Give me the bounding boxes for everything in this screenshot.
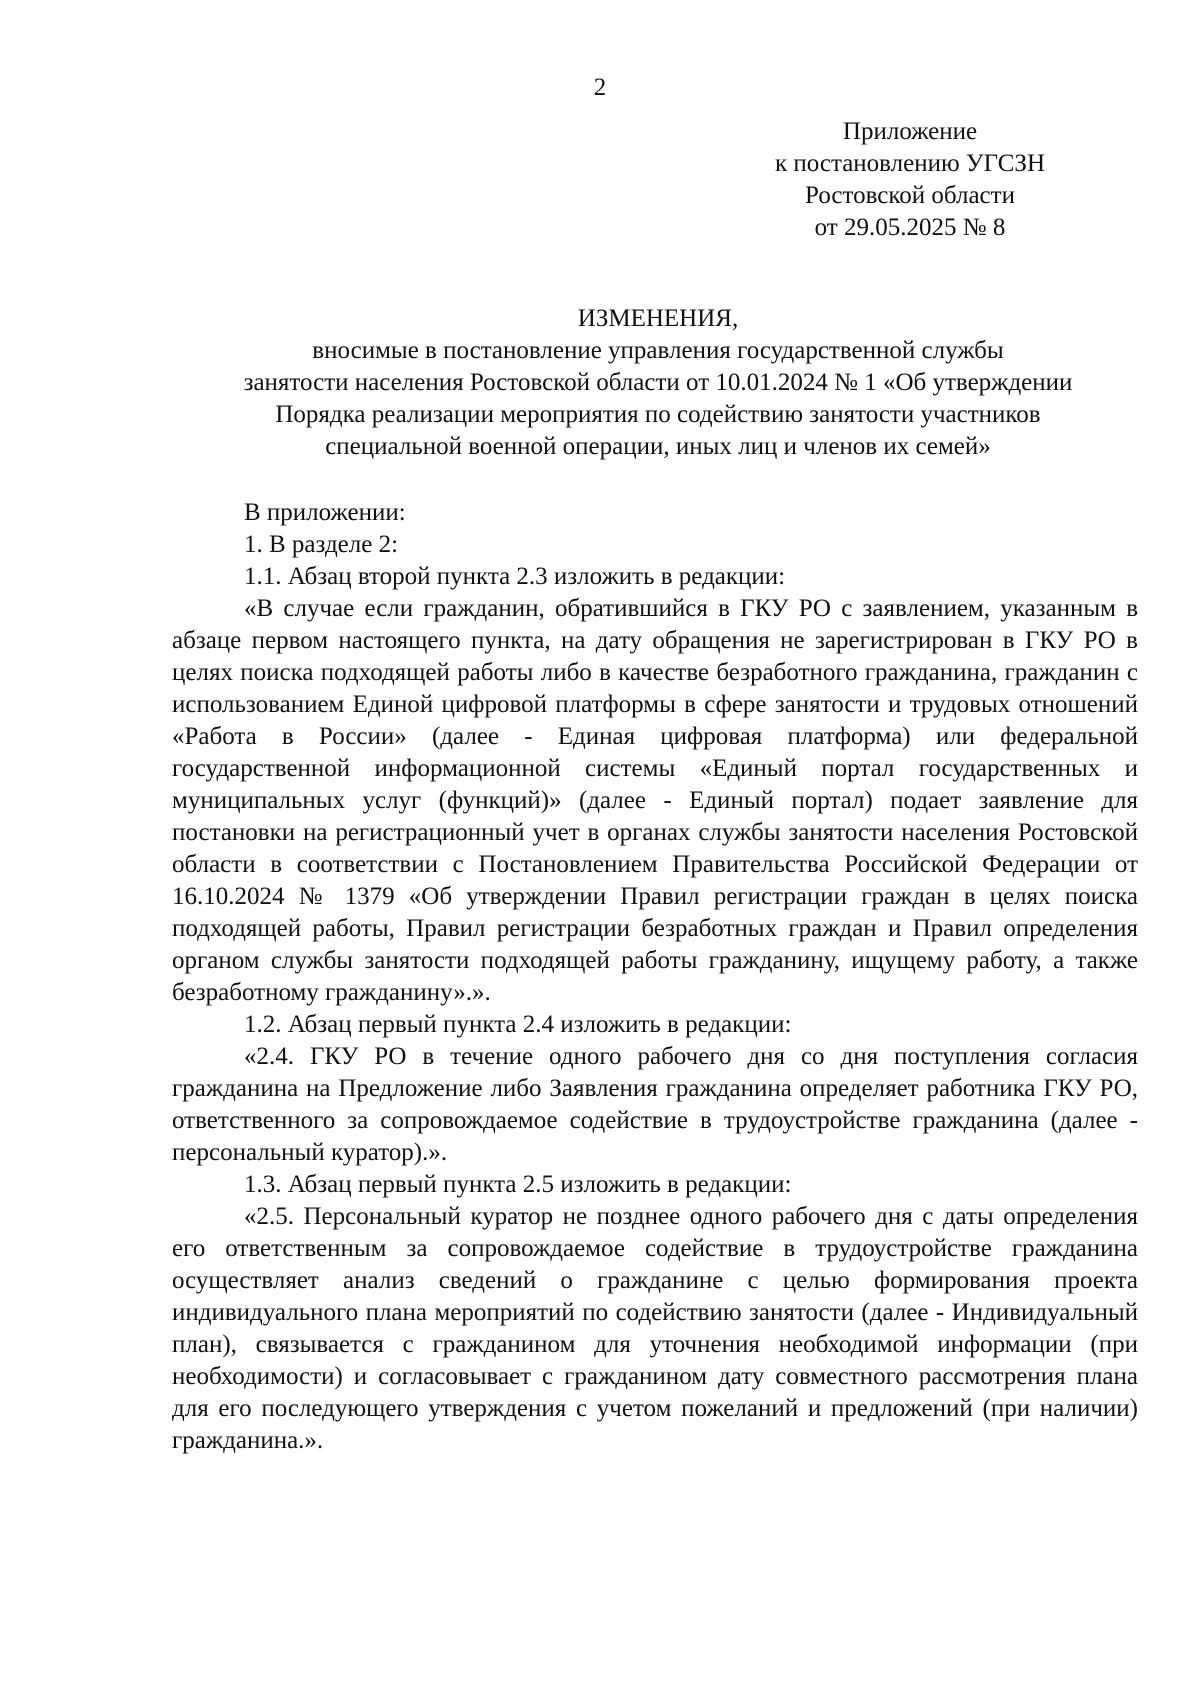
page-number: 2 [593, 74, 607, 101]
intro-line: В приложении: [244, 499, 406, 526]
appendix-line: к постановлению УГСЗН [774, 150, 1045, 177]
appendix-date-line: от 29.05.2025 № 8 [814, 214, 1006, 241]
appendix-line: Приложение [842, 118, 978, 145]
document-title [178, 303, 1138, 463]
title-line: занятости населения Ростовской области от 10.01.2024 № 1 «Об утверждении [243, 369, 1073, 396]
item-1-1: 1.1. Абзац второй пункта 2.3 изложить в редакции: [244, 563, 786, 590]
appendix-header [760, 116, 1060, 244]
appendix-line: Ростовской области [805, 182, 1015, 209]
title-heading: ИЗМЕНЕНИЯ, [577, 305, 739, 332]
title-line: Порядка реализации мероприятия по содействию занятости участников [275, 401, 1041, 428]
item-1-3: 1.3. Абзац первый пункта 2.5 изложить в редакции: [244, 1171, 792, 1198]
document-body [172, 497, 1138, 1457]
title-line: специальной военной операции, иных лиц и членов их семей» [325, 433, 991, 460]
quote-paragraph-2-4: «2.4. ГКУ РО в течение одного рабочего дня со дня поступления согласия гражданина на Предложение либо Заявления гражданина определяет работника ГКУ РО, ответственного за сопровождаемое содействие в трудоустройстве гражданина (далее - персональный куратор).». [172, 1043, 1138, 1166]
title-line: вносимые в постановление управления государственной службы [312, 337, 1004, 364]
quote-paragraph-2-5: «2.5. Персональный куратор не позднее одного рабочего дня с даты определения его ответственным за сопровождаемое содействие в трудоустройстве гражданина осуществляет анализ сведений о гражданине с целью формирования проекта индивидуального плана мероприятий по содействию занятости (далее - Индивидуальный план), связывается с гражданином для уточнения необходимой информации (при необходимости) и согласовывает с гражданином дату совместного рассмотрения плана для его последующего утверждения с учетом пожеланий и предложений (при наличии) гражданина.». [172, 1203, 1138, 1454]
section-line: 1. В разделе 2: [244, 531, 399, 558]
quote-paragraph-2-3: «В случае если гражданин, обратившийся в ГКУ РО с заявлением, указанным в абзаце первом настоящего пункта, на дату обращения не зарегистрирован в ГКУ РО в целях поиска подходящей работы либо в качестве безработного гражданина, гражданин с использованием Единой цифровой платформы в сфере занятости и трудовых отношений «Работа в России» (далее - Единая цифровая платформа) или федеральной государственной информационной системы «Единый портал государственных и муниципальных услуг (функций)» (далее - Единый портал) подает заявление для постановки на регистрационный учет в органах службы занятости населения Ростовской области в соответствии с Постановлением Правительства Российской Федерации от 16.10.2024 № 1379 «Об утверждении Правил регистрации граждан в целях поиска подходящей работы, Правил регистрации безработных граждан и Правил определения органом службы занятости подходящей работы гражданину, ищущему работу, а также безработному гражданину».». [172, 595, 1138, 1006]
item-1-2: 1.2. Абзац первый пункта 2.4 изложить в редакции: [244, 1011, 792, 1038]
